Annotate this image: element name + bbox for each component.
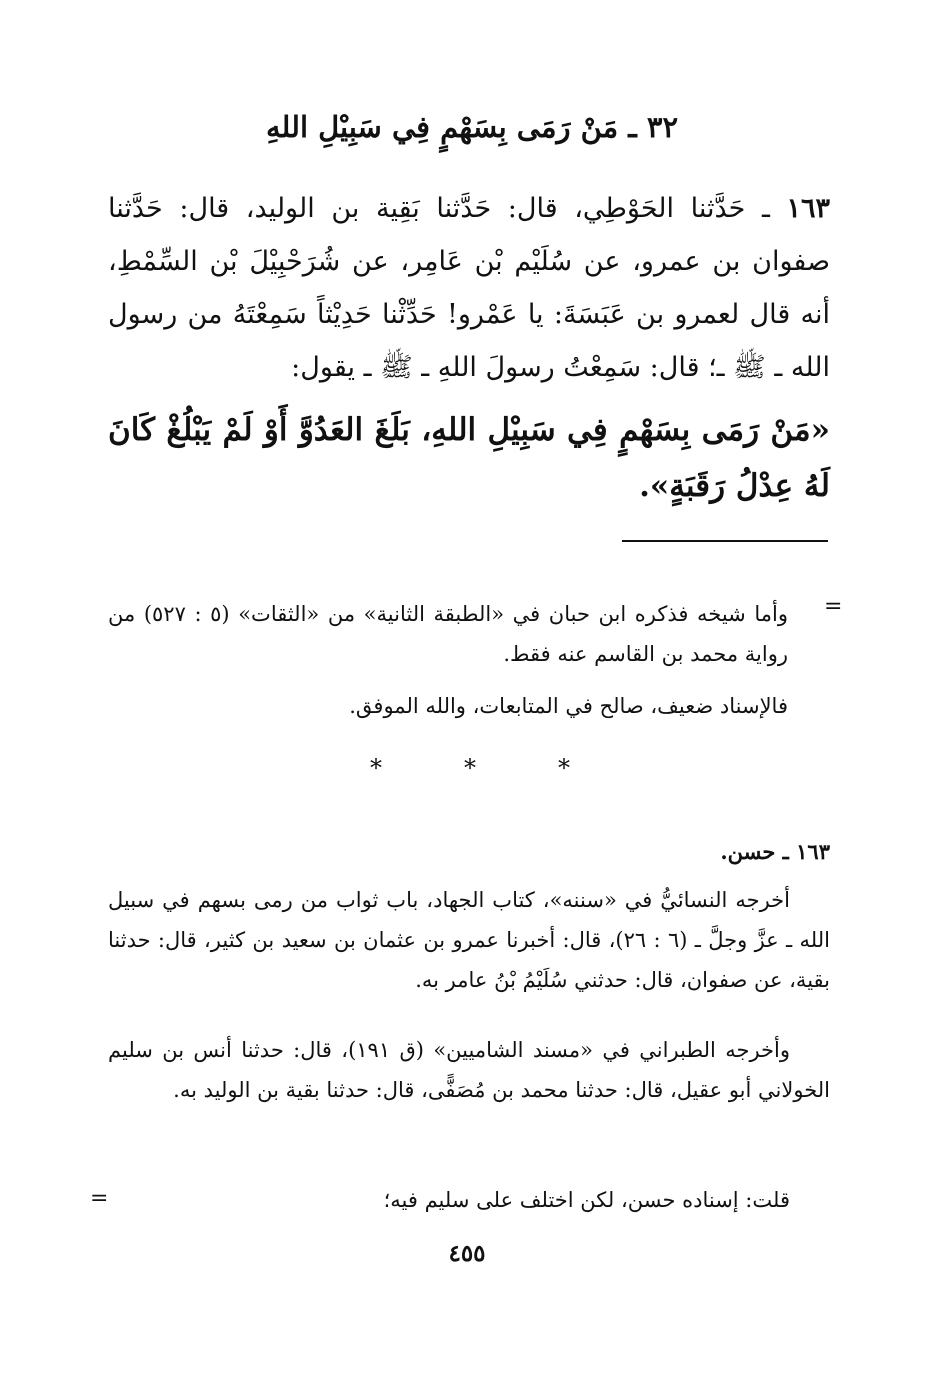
page-number: ٤٥٥ bbox=[448, 1240, 486, 1267]
continuation-mark-top: = bbox=[824, 594, 843, 619]
footnote-number-line: ١٦٣ ـ حسن. bbox=[720, 839, 830, 864]
footnote-paragraph-4: وأخرجه الطبراني في «مسند الشاميين» (ق ١٩١)، قال: حدثنا أنس بن سليم الخولاني أبو عقيل، قال: حدثنا محمد بن مُصَفًّى، قال: حدثنا بقية بن الوليد به. bbox=[108, 1038, 830, 1102]
footnote-paragraph-1: وأما شيخه فذكره ابن حبان في «الطبقة الثانية» من «الثقات» (٥ : ٥٢٧) من رواية محمد بن القاسم عنه فقط. bbox=[108, 602, 788, 666]
footnote-paragraph-5: قلت: إسناده حسن، لكن اختلف على سليم فيه؛ bbox=[383, 1188, 790, 1212]
star-2: * bbox=[464, 754, 476, 782]
section-divider-stars bbox=[370, 754, 570, 782]
continuation-mark-bottom: = bbox=[90, 1186, 109, 1211]
prophetic-saying: «مَنْ رَمَى بِسَهْمٍ فِي سَبِيْلِ اللهِ، بَلَغَ العَدُوَّ أَوْ لَمْ يَبْلُغْ كَانَ لَهُ عِدْلُ رَقَبَةٍ». bbox=[108, 412, 830, 504]
hadith-text bbox=[108, 182, 830, 394]
footnote-paragraph-3: أخرجه النسائيُّ في «سننه»، كتاب الجهاد، باب ثواب من رمى بسهم في سبيل الله ـ عزَّ وجلَّ ـ (٦ : ٢٦)، قال: أخبرنا عمرو بن عثمان بن سعيد بن كثير، قال: حدثنا بقية، عن صفوان، قال: حدثني سُلَيْمُ بْنُ عامر به. bbox=[108, 888, 830, 992]
chapter-heading: ٣٢ ـ مَنْ رَمَى بِسَهْمٍ فِي سَبِيْلِ اللهِ bbox=[265, 110, 679, 144]
hadith-number: ١٦٣ bbox=[786, 193, 830, 224]
footnote-separator bbox=[622, 540, 828, 542]
footnote-paragraph-2: فالإسناد ضعيف، صالح في المتابعات، والله الموفق. bbox=[349, 694, 788, 718]
star-3: * bbox=[558, 754, 570, 782]
star-1: * bbox=[370, 754, 382, 782]
hadith-body: ـ حَدَّثنا الحَوْطِي، قال: حَدَّثنا بَقِية بن الوليد، قال: حَدَّثنا صفوان بن عمرو، عن سُلَيْم بْن عَامِر، عن شُرَحْبِيْلَ بْن السِّمْطِ، أنه قال لعمرو بن عَبَسَةَ: يا عَمْرو! حَدِّثْنا حَدِيْثاً سَمِعْتَهُ من رسول الله ـ ﷺ ـ؛ قال: سَمِعْتُ رسولَ اللهِ ـ ﷺ ـ يقول: bbox=[108, 193, 830, 383]
